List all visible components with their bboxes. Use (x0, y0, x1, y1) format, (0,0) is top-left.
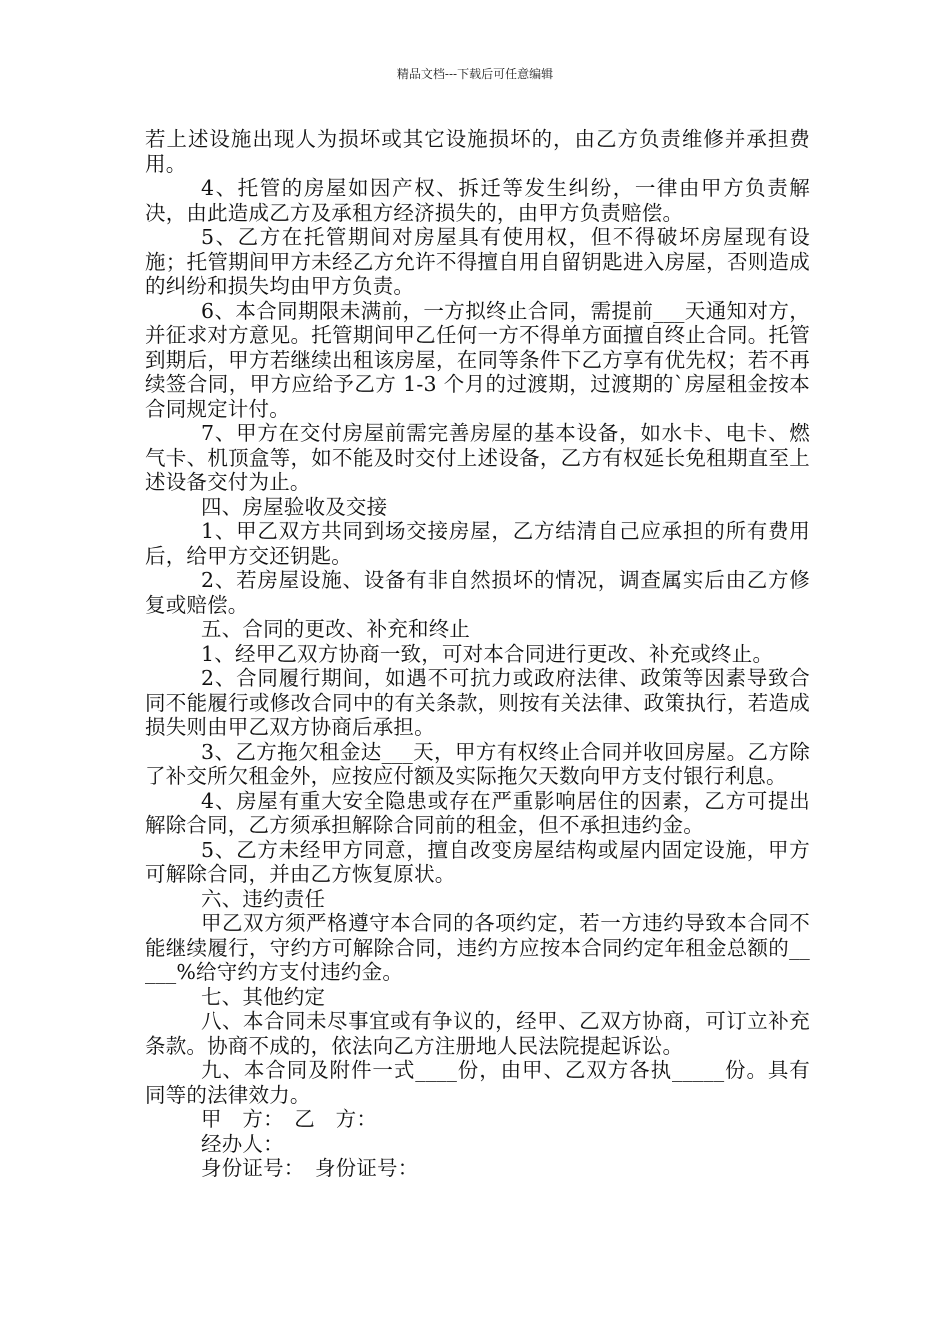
signature-parties: 甲 方： 乙 方： (201, 1107, 378, 1131)
signature-agent: 经办人： (201, 1131, 284, 1156)
section-heading-7: 七、其他约定 (201, 984, 326, 1009)
document-body (145, 127, 810, 1181)
paragraph-clause-3-4: 4、托管的房屋如因产权、拆迁等发生纠纷，一律由甲方负责解决，由此造成乙方及承租方经济损失的，由甲方负责赔偿。 (145, 176, 810, 225)
section-heading-6: 六、违约责任 (201, 886, 326, 911)
paragraph-clause-4-1: 1、甲乙双方共同到场交接房屋，乙方结清自己应承担的所有费用后，给甲方交还钥匙。 (145, 519, 810, 568)
signature-id-numbers: 身份证号： 身份证号： (201, 1156, 419, 1180)
paragraph-clause-5-1: 1、经甲乙双方协商一致，可对本合同进行更改、补充或终止。 (201, 641, 774, 666)
paragraph-clause-3-7: 7、甲方在交付房屋前需完善房屋的基本设备，如水卡、电卡、燃气卡、机顶盒等，如不能及时交付上述设备，乙方有权延长免租期直至上述设备交付为止。 (145, 421, 810, 494)
paragraph-clause-5-2: 2、合同履行期间，如遇不可抗力或政府法律、政策等因素导致合同不能履行或修改合同中的有关条款，则按有关法律、政策执行，若造成损失则由甲乙双方协商后承担。 (145, 666, 810, 739)
section-heading-4: 四、房屋验收及交接 (201, 494, 388, 519)
section-heading-5: 五、合同的更改、补充和终止 (201, 617, 471, 641)
paragraph-clause-3-6: 6、本合同期限未满前，一方拟终止合同，需提前___天通知对方，并征求对方意见。托管期间甲乙任何一方不得单方面擅自终止合同。托管到期后，甲方若继续出租该房屋，在同等条件下乙方享有优先权；若不再续签合同，甲方应给予乙方 1-3 个月的过渡期，过渡期的`房屋租金按本合同规定计付。 (145, 298, 810, 421)
paragraph-clause-3-5: 5、乙方在托管期间对房屋具有使用权，但不得破坏房屋现有设施；托管期间甲方未经乙方允许不得擅自用自留钥匙进入房屋，否则造成的纠纷和损失均由甲方负责。 (145, 225, 810, 298)
paragraph-clause-8: 八、本合同未尽事宜或有争议的，经甲、乙双方协商，可订立补充条款。协商不成的，依法向乙方注册地人民法院提起诉讼。 (145, 1009, 810, 1058)
paragraph-clause-5-5: 5、乙方未经甲方同意，擅自改变房屋结构或屋内固定设施，甲方可解除合同，并由乙方恢复原状。 (145, 837, 810, 886)
paragraph-clause-9: 九、本合同及附件一式____份，由甲、乙双方各执_____份。具有同等的法律效力。 (145, 1058, 810, 1107)
paragraph-clause-4-2: 2、若房屋设施、设备有非自然损坏的情况，调查属实后由乙方修复或赔偿。 (145, 568, 810, 617)
paragraph-clause-5-3: 3、乙方拖欠租金达___天，甲方有权终止合同并收回房屋。乙方除了补交所欠租金外，应按应付额及实际拖欠天数向甲方支付银行利息。 (145, 739, 810, 788)
paragraph-facility-damage: 若上述设施出现人为损坏或其它设施损坏的，由乙方负责维修并承担费用。 (145, 127, 810, 176)
paragraph-clause-5-4: 4、房屋有重大安全隐患或存在严重影响居住的因素，乙方可提出解除合同，乙方须承担解除合同前的租金，但不承担违约金。 (145, 788, 810, 837)
paragraph-breach-liability: 甲乙双方须严格遵守本合同的各项约定，若一方违约导致本合同不能继续履行，守约方可解除合同，违约方应按本合同约定年租金总额的_____%给守约方支付违约金。 (145, 911, 810, 984)
page-header: 精品文档---下载后可任意编辑 (396, 67, 554, 81)
